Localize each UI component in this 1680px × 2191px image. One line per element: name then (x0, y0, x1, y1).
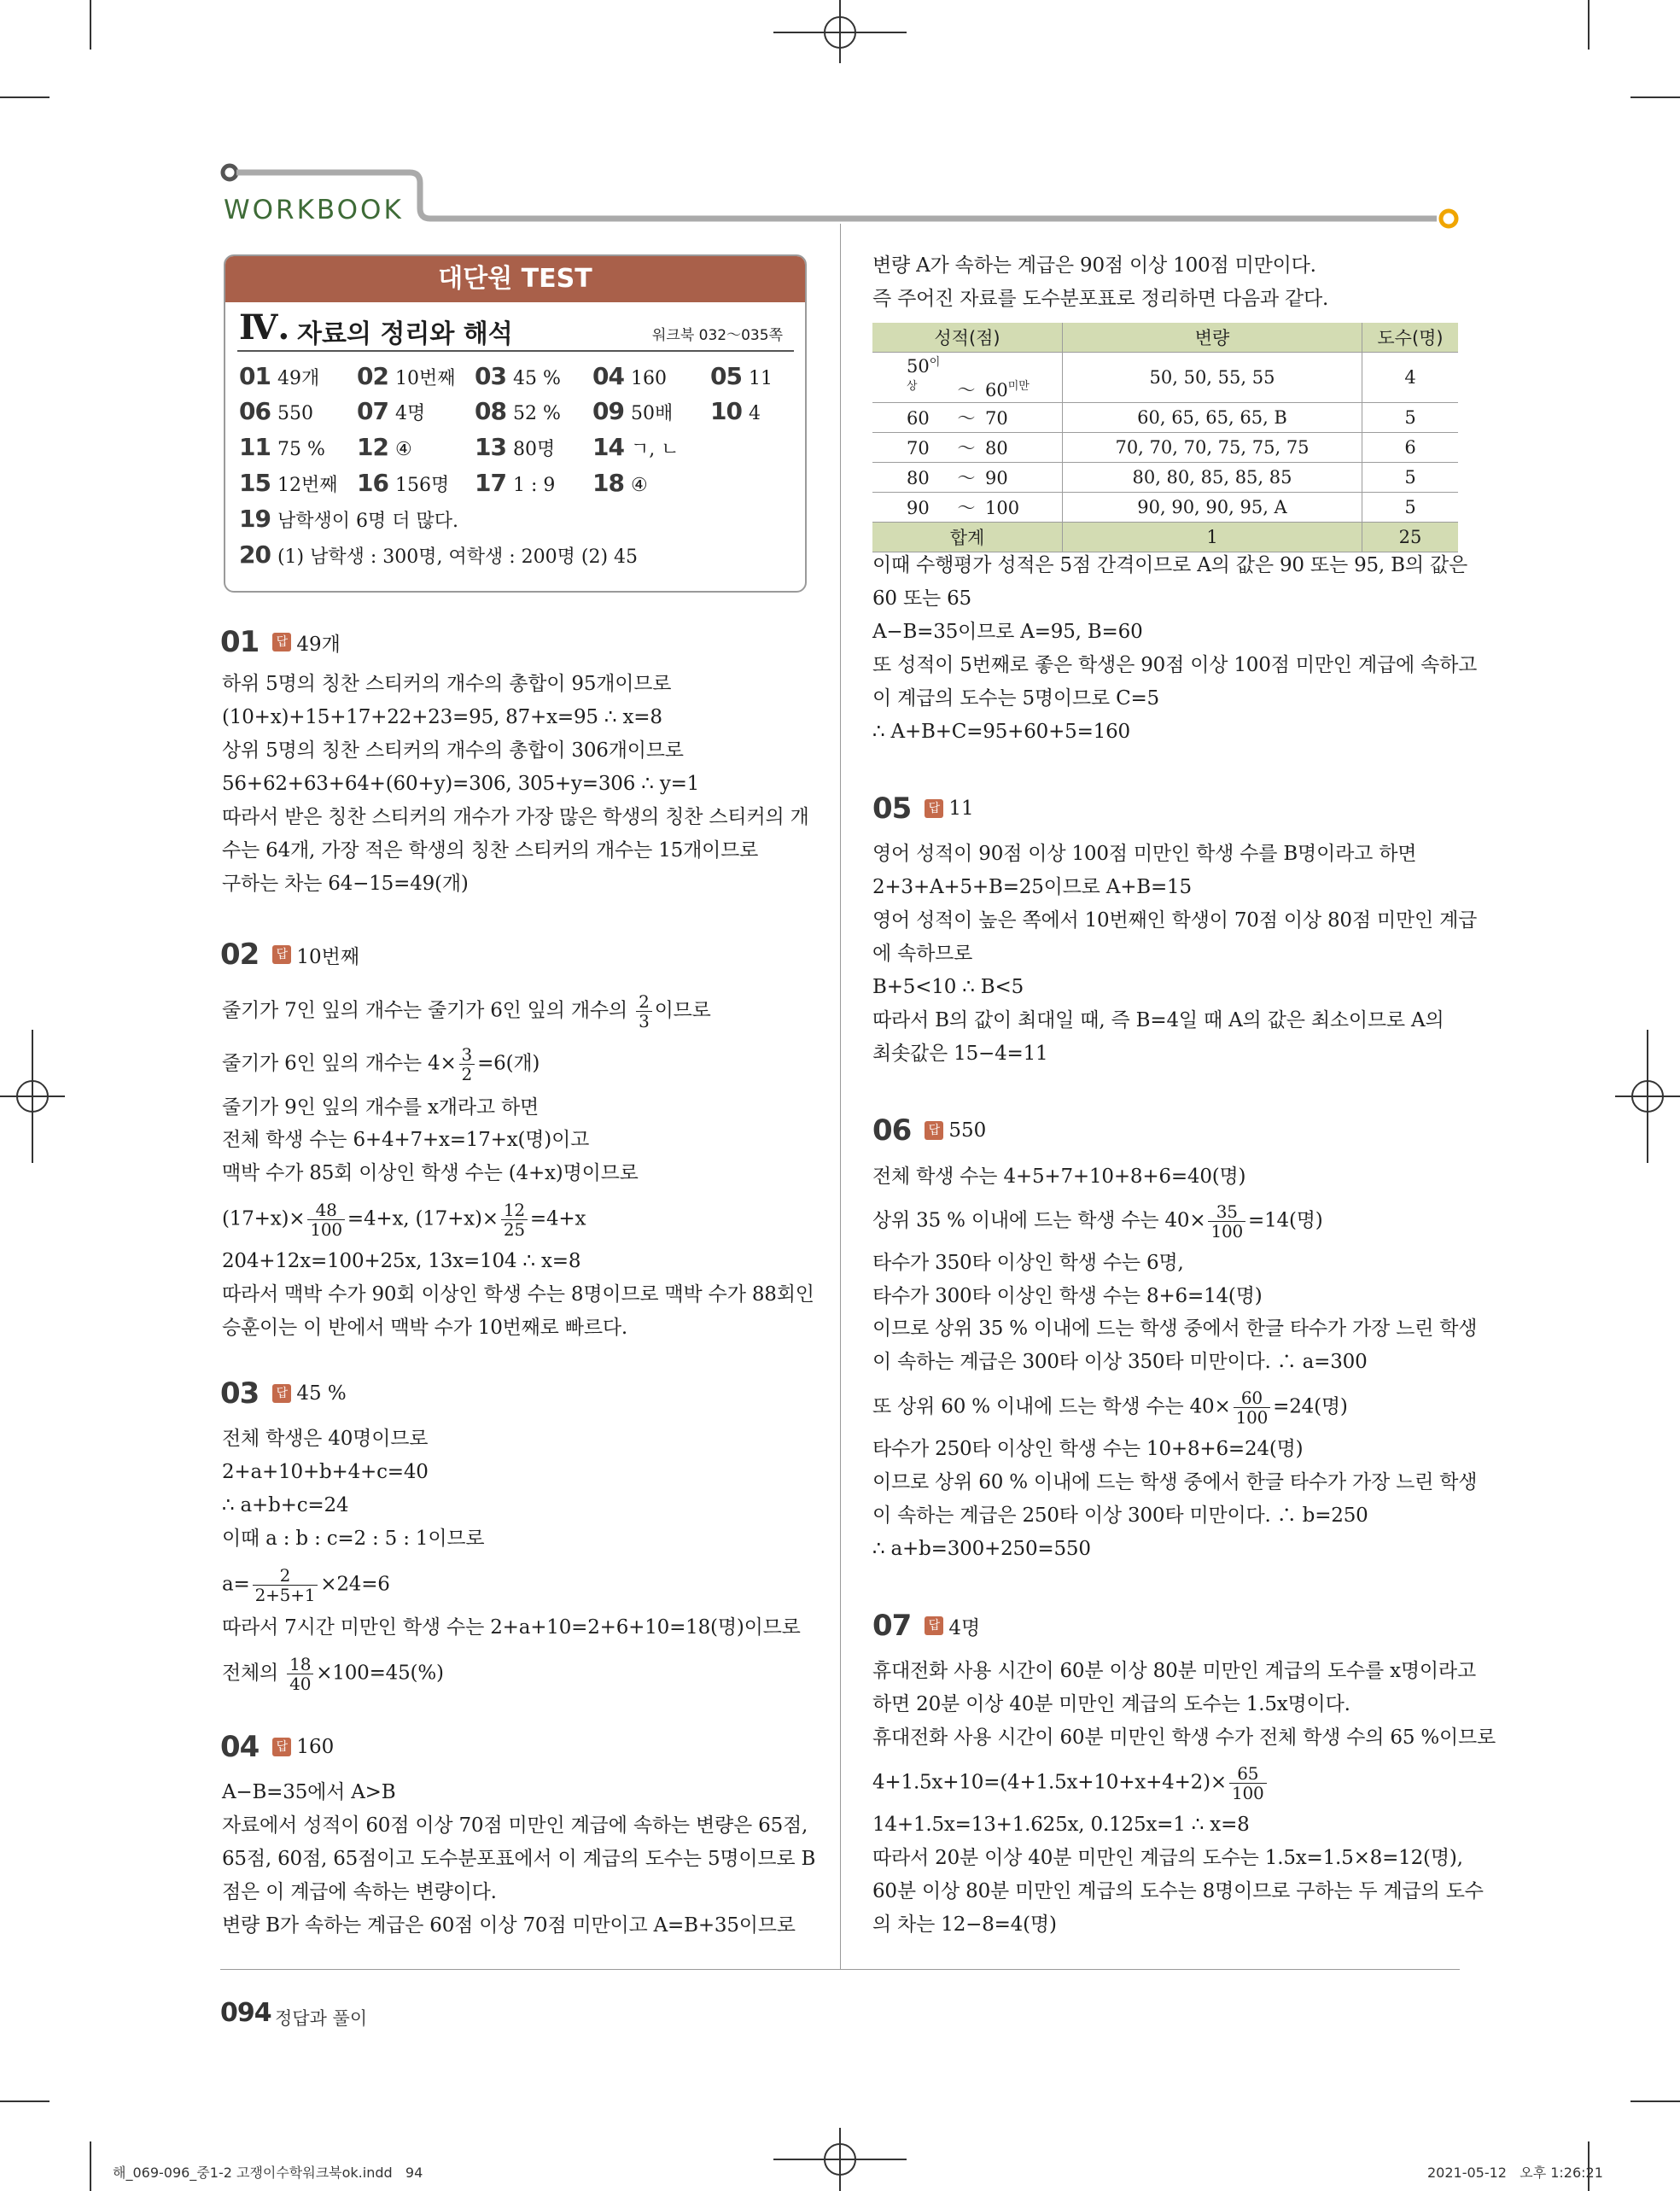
q02-line: 맥박 수가 85회 이상인 학생 수는 (4+x)명이므로 (222, 1162, 639, 1184)
question-number: 04 (220, 1730, 260, 1764)
answer-icon: 답 (272, 945, 291, 964)
q03-line: 이때 a : b : c=2 : 5 : 1이므로 (222, 1528, 485, 1550)
q07-line: 60분 이상 80분 미만인 계급의 도수는 8명이므로 구하는 두 계급의 도수 (872, 1880, 1484, 1902)
answer-item (357, 397, 425, 425)
column-divider (840, 224, 841, 1970)
text-line: 65점, 60점, 65점이고 도수분포표에서 이 계급의 도수는 5명이므로 B (222, 1848, 816, 1870)
class-upper-value: 80 (985, 438, 1008, 459)
answer-item (357, 469, 449, 497)
table-cell-class (872, 493, 1063, 523)
table-header: 성적(점) (872, 323, 1063, 353)
question-number: 06 (872, 1113, 912, 1148)
text-line: 구하는 차는 64−15=49(개) (222, 873, 469, 895)
text-line: 따라서 B의 값이 최대일 때, 즉 B=4일 때 A의 값은 최소이므로 A의 (872, 1009, 1444, 1031)
file-name: 해_069-096_중1-2 고쟁이수학워크북ok.indd 94 (113, 2165, 423, 2181)
registration-circle (16, 1080, 49, 1113)
answer-value: 남학생이 6명 더 많다. (277, 511, 458, 532)
q02-line: 줄기가 6인 잎의 개수는 4× $\frac{3}{2}$ =6(개) (222, 1044, 540, 1084)
table-cell-frequency: 5 (1362, 493, 1459, 523)
class-upper-note: 미만 (1007, 380, 1030, 393)
table-cell-class (872, 433, 1063, 463)
answer-value: ④ (394, 439, 412, 460)
answer-number: 03 (475, 362, 506, 390)
text-line: 상위 5명의 칭찬 스티커의 개수의 총합이 306개이므로 (222, 739, 684, 762)
answer-item (239, 397, 313, 425)
answer-item (357, 433, 412, 461)
table-header: 도수(명) (1362, 323, 1459, 353)
q03-line: ∴ a+b+c=24 (222, 1494, 349, 1516)
table-cell-class (872, 353, 1063, 403)
class-lower (907, 498, 948, 518)
answer-value: 4명 (394, 403, 426, 424)
q07-line: 휴대전화 사용 시간이 60분 이상 80분 미만인 계급의 도수를 x명이라고 (872, 1660, 1476, 1682)
answer-number: 10 (710, 397, 742, 425)
question-02-header (220, 936, 359, 973)
q03-line: 2+a+10+b+4+c=40 (222, 1461, 429, 1483)
table-cell-values: 50, 50, 55, 55 (1063, 353, 1362, 403)
table-row (872, 433, 1458, 463)
registration-circle (824, 2143, 856, 2176)
text-line: 에 속하므로 (872, 943, 973, 965)
question-number: 01 (220, 625, 260, 659)
table-row (872, 353, 1458, 403)
question-answer: 4명 (948, 1616, 981, 1639)
answer-number: 17 (475, 469, 506, 497)
q06-line: 이 속하는 계급은 300타 이상 350타 미만이다. ∴ a=300 (872, 1351, 1368, 1373)
answer-item (475, 469, 555, 497)
answer-value: 160 (630, 368, 667, 389)
q06-line: 이 속하는 계급은 250타 이상 300타 미만이다. ∴ b=250 (872, 1504, 1368, 1527)
text-line: 자료에서 성적이 60점 이상 70점 미만인 계급에 속하는 변량은 65점, (222, 1814, 808, 1837)
answer-value: 50배 (630, 403, 674, 424)
class-lower (907, 408, 948, 429)
text-line: 2+3+A+5+B=25이므로 A+B=15 (872, 876, 1192, 898)
text-line: B+5<10 ∴ B<5 (872, 976, 1024, 998)
answer-number: 14 (592, 433, 624, 461)
question-number: 02 (220, 938, 260, 972)
question-number: 03 (220, 1376, 260, 1411)
question-number: 07 (872, 1609, 912, 1643)
class-lower (907, 438, 948, 459)
text-line: 또 성적이 5번째로 좋은 학생은 90점 이상 100점 미만인 계급에 속하고 (872, 654, 1478, 676)
text-line: 하위 5명의 칭찬 스티커의 개수의 총합이 95개이므로 (222, 673, 672, 695)
q06-line: 타수가 350타 이상인 학생 수는 6명, (872, 1252, 1184, 1274)
q02-line: (17+x)× $\frac{48}{100}$ =4+x, (17+x)× $\frac{12}{25}$ =4+x (222, 1200, 586, 1240)
answer-item (592, 397, 673, 425)
answer-value: 45 % (512, 368, 561, 389)
answer-value: 80명 (512, 439, 556, 460)
q07-line: 하면 20분 이상 40분 미만인 계급의 도수는 1.5x명이다. (872, 1693, 1350, 1715)
answer-item (475, 433, 555, 461)
answer-item (239, 505, 458, 533)
question-04-header (220, 1728, 334, 1766)
answer-number: 12 (357, 433, 388, 461)
answer-icon: 답 (272, 633, 291, 651)
answer-number: 05 (710, 362, 742, 390)
class-upper-value: 70 (985, 408, 1008, 429)
answer-number: 02 (357, 362, 388, 390)
q02-line: 줄기가 7인 잎의 개수는 줄기가 6인 잎의 개수의 $\frac{2}{3}$ 이므로 (222, 991, 711, 1031)
workbook-label: WORKBOOK (224, 195, 404, 225)
chapter-title: 자료의 정리와 해석 (297, 319, 513, 349)
text-line: 따라서 받은 칭찬 스티커의 개수가 가장 많은 학생의 칭찬 스티커의 개 (222, 806, 809, 828)
q07-line: 의 차는 12−8=4(명) (872, 1913, 1057, 1936)
text-line: 점은 이 계급에 속하는 변량이다. (222, 1881, 497, 1903)
table-cell-total-values: 1 (1063, 523, 1362, 552)
answer-item (710, 362, 773, 390)
answer-value: ④ (630, 475, 648, 496)
question-answer: 10번째 (296, 945, 360, 968)
answer-icon: 답 (272, 1384, 291, 1403)
answer-number: 15 (239, 469, 271, 497)
chapter-underline (237, 350, 794, 352)
answer-number: 18 (592, 469, 624, 497)
answer-item (357, 362, 455, 390)
test-answer-box (224, 254, 807, 593)
answer-number: 13 (475, 433, 506, 461)
answer-number: 07 (357, 397, 388, 425)
class-upper (985, 438, 1008, 459)
answer-value: 12번째 (277, 475, 338, 496)
answer-item (475, 362, 561, 390)
text-line: A−B=35에서 A>B (222, 1781, 396, 1803)
answer-item (239, 433, 325, 461)
test-banner: 대단원 TEST (225, 256, 805, 302)
crop-mark (1588, 0, 1590, 50)
answer-value: ㄱ, ㄴ (630, 439, 680, 460)
class-upper-value: 90 (985, 468, 1008, 488)
text-line: 영어 성적이 높은 쪽에서 10번째인 학생이 70점 이상 80점 미만인 계급 (872, 909, 1478, 932)
class-upper (985, 498, 1019, 518)
text-line: 변량 B가 속하는 계급은 60점 이상 70점 미만이고 A=B+35이므로 (222, 1914, 796, 1937)
text-line: 이때 수행평가 성적은 5점 간격이므로 A의 값은 90 또는 95, B의 값은 (872, 554, 1468, 576)
question-number: 05 (872, 792, 912, 826)
answer-icon: 답 (272, 1738, 291, 1756)
answer-value: 49개 (277, 368, 320, 389)
answer-item (239, 540, 638, 569)
answer-value: 52 % (512, 403, 561, 424)
workbook-pages: 워크북 032～035쪽 (652, 327, 783, 344)
answer-number: 11 (239, 433, 271, 461)
crop-mark (90, 2141, 91, 2191)
class-upper-value: 60 (985, 380, 1008, 400)
class-sep: ～ (957, 498, 976, 518)
footer-rule (220, 1969, 1460, 1970)
question-answer: 550 (948, 1119, 987, 1142)
text-line: ∴ A+B+C=95+60+5=160 (872, 721, 1130, 743)
header-rule (218, 161, 1464, 229)
answer-number: 06 (239, 397, 271, 425)
question-05-header (872, 790, 974, 827)
class-upper (985, 380, 1030, 400)
q03-line: 전체의 $\frac{18}{40}$ ×100=45(%) (222, 1654, 444, 1694)
q03-line: a= $\frac{2}{2+5+1}$ ×24=6 (222, 1565, 390, 1605)
crop-mark (90, 0, 91, 50)
page-number: 094 (220, 1998, 271, 2028)
crop-mark (1630, 2100, 1680, 2102)
answer-value: 75 % (277, 439, 325, 460)
answer-value: 10번째 (394, 368, 456, 389)
answer-value: 4 (748, 403, 761, 424)
frequency-table (872, 323, 1458, 552)
class-lower (907, 353, 948, 400)
answer-value: 550 (277, 403, 313, 424)
class-lower-value: 50 (907, 356, 930, 377)
class-lower-note: 이상 (907, 356, 941, 393)
answer-item (475, 397, 561, 425)
answer-item (239, 362, 319, 390)
q03-line: 전체 학생은 40명이므로 (222, 1428, 429, 1450)
answer-item (592, 433, 679, 461)
answer-item (592, 469, 648, 497)
question-answer: 160 (296, 1736, 335, 1758)
crop-mark (0, 2100, 50, 2102)
table-cell-values: 80, 80, 85, 85, 85 (1063, 463, 1362, 493)
answer-value: 11 (748, 368, 773, 389)
q06-line: 상위 35 % 이내에 드는 학생 수는 40× $\frac{35}{100}$ =14(명) (872, 1201, 1323, 1242)
answer-item (710, 397, 761, 425)
answer-icon: 답 (925, 1616, 943, 1635)
text-line: 영어 성적이 90점 이상 100점 미만인 학생 수를 B명이라고 하면 (872, 843, 1417, 865)
answer-number: 20 (239, 540, 271, 569)
text-line: 최솟값은 15−4=11 (872, 1043, 1048, 1065)
question-answer: 45 % (296, 1382, 347, 1405)
question-answer: 49개 (296, 633, 341, 656)
question-answer: 11 (948, 798, 974, 820)
q02-line: 전체 학생 수는 6+4+7+x=17+x(명)이고 (222, 1129, 590, 1151)
answer-value: (1) 남학생 : 300명, 여학생 : 200명 (2) 45 (277, 546, 639, 568)
table-cell-frequency: 6 (1362, 433, 1459, 463)
q02-line: 줄기가 9인 잎의 개수를 x개라고 하면 (222, 1096, 540, 1119)
table-row (872, 493, 1458, 523)
print-timestamp: 2021-05-12 오후 1:26:21 (1427, 2165, 1603, 2181)
answer-value: 1 : 9 (512, 475, 556, 496)
answer-icon: 답 (925, 1121, 943, 1140)
question-03-header (220, 1375, 347, 1412)
class-lower-value: 70 (907, 438, 930, 459)
answer-number: 16 (357, 469, 388, 497)
class-upper (985, 468, 1008, 488)
table-total-row (872, 523, 1458, 552)
table-cell-total-frequency: 25 (1362, 523, 1459, 552)
q02-line: 따라서 맥박 수가 90회 이상인 학생 수는 8명이므로 맥박 수가 88회인 (222, 1283, 814, 1306)
q06-line: 전체 학생 수는 4+5+7+10+8+6=40(명) (872, 1166, 1246, 1188)
table-row (872, 463, 1458, 493)
q06-line: 이므로 상위 35 % 이내에 드는 학생 중에서 한글 타수가 가장 느린 학생 (872, 1318, 1478, 1340)
q07-line: 14+1.5x=13+1.625x, 0.125x=1 ∴ x=8 (872, 1814, 1250, 1836)
table-cell-class (872, 463, 1063, 493)
q02-line: 204+12x=100+25x, 13x=104 ∴ x=8 (222, 1250, 581, 1272)
answer-icon: 답 (925, 799, 943, 818)
class-sep: ～ (957, 438, 976, 459)
class-sep: ～ (957, 380, 976, 400)
question-06-header (872, 1112, 986, 1149)
class-lower-value: 80 (907, 468, 930, 488)
table-cell-frequency: 5 (1362, 463, 1459, 493)
q07-line: 4+1.5x+10=(4+1.5x+10+x+4+2)× $\frac{65}{100}$ (872, 1764, 1269, 1802)
class-sep: ～ (957, 468, 976, 488)
q02-line: 승훈이는 이 반에서 맥박 수가 10번째로 빠르다. (222, 1317, 627, 1339)
q07-line: 따라서 20분 이상 40분 미만인 계급의 도수는 1.5x=1.5×8=12(명), (872, 1847, 1463, 1869)
q07-line: 휴대전화 사용 시간이 60분 미만인 학생 수가 전체 학생 수의 65 %이므로 (872, 1727, 1496, 1749)
text-line: 변량 A가 속하는 계급은 90점 이상 100점 미만이다. (872, 254, 1316, 277)
answer-number: 04 (592, 362, 624, 390)
text-line: 56+62+63+64+(60+y)=306, 305+y=306 ∴ y=1 (222, 773, 700, 795)
question-07-header (872, 1607, 980, 1645)
registration-circle (1631, 1080, 1664, 1113)
answer-number: 08 (475, 397, 506, 425)
answer-value: 156명 (394, 475, 450, 496)
crop-mark (1630, 96, 1680, 98)
answer-number: 01 (239, 362, 271, 390)
answer-number: 09 (592, 397, 624, 425)
table-cell-class (872, 403, 1063, 433)
table-cell-frequency: 5 (1362, 403, 1459, 433)
table-cell-values: 90, 90, 90, 95, A (1063, 493, 1362, 523)
class-lower (907, 468, 948, 488)
text-line: 수는 64개, 가장 적은 학생의 칭찬 스티커의 개수는 15개이므로 (222, 839, 759, 862)
table-cell-total-label: 합계 (872, 523, 1063, 552)
q06-line: 이므로 상위 60 % 이내에 드는 학생 중에서 한글 타수가 가장 느린 학생 (872, 1471, 1478, 1493)
q06-line: 또 상위 60 % 이내에 드는 학생 수는 40× $\frac{60}{100}$ =24(명) (872, 1388, 1348, 1428)
class-upper (985, 408, 1008, 429)
answer-number: 19 (239, 505, 271, 533)
table-header: 변량 (1063, 323, 1362, 353)
table-row (872, 403, 1458, 433)
answer-item (592, 362, 667, 390)
page-label: 정답과 풀이 (275, 2008, 368, 2029)
q06-line: ∴ a+b=300+250=550 (872, 1538, 1091, 1560)
q03-line: 따라서 7시간 미만인 학생 수는 2+a+10=2+6+10=18(명)이므로 (222, 1616, 801, 1639)
text-line: 즉 주어진 자료를 도수분포표로 정리하면 다음과 같다. (872, 288, 1329, 310)
answer-item (239, 469, 337, 497)
registration-circle (824, 16, 856, 49)
text-line: A−B=35이므로 A=95, B=60 (872, 621, 1143, 643)
text-line: 60 또는 65 (872, 587, 971, 610)
q06-line: 타수가 250타 이상인 학생 수는 10+8+6=24(명) (872, 1438, 1304, 1460)
class-lower-value: 60 (907, 408, 930, 429)
table-cell-values: 60, 65, 65, 65, B (1063, 403, 1362, 433)
q06-line: 타수가 300타 이상인 학생 수는 8+6=14(명) (872, 1285, 1263, 1307)
text-line: 이 계급의 도수는 5명이므로 C=5 (872, 687, 1159, 710)
class-upper-value: 100 (985, 498, 1020, 518)
question-01-header (220, 623, 341, 661)
crop-mark (0, 96, 50, 98)
class-sep: ～ (957, 408, 976, 429)
table-cell-frequency: 4 (1362, 353, 1459, 403)
chapter-roman: Ⅳ. (239, 307, 290, 348)
table-cell-values: 70, 70, 70, 75, 75, 75 (1063, 433, 1362, 463)
class-lower-value: 90 (907, 498, 930, 518)
text-line: (10+x)+15+17+22+23=95, 87+x=95 ∴ x=8 (222, 706, 662, 728)
